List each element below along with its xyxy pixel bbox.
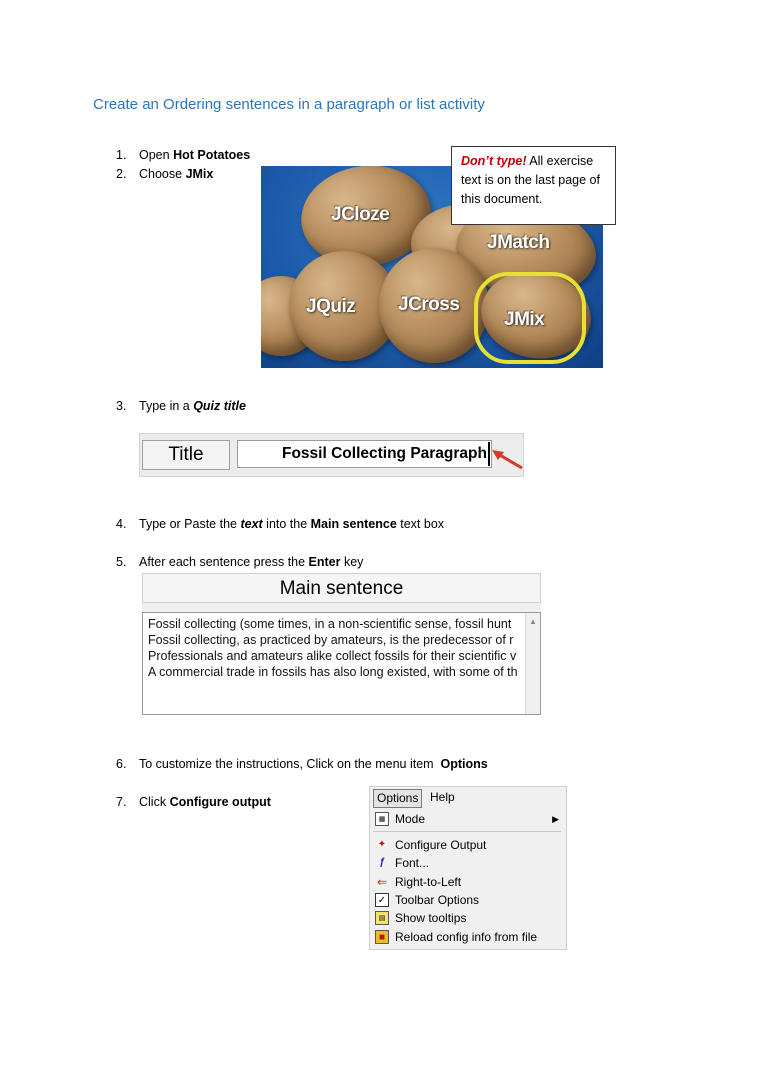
menu-item-configure-output[interactable] <box>373 836 563 854</box>
step-text: Open <box>139 148 174 162</box>
step-number: 3. <box>116 399 127 413</box>
menu-item-font[interactable] <box>373 854 563 872</box>
step-4 <box>116 517 444 531</box>
step-text: Choose <box>139 167 186 181</box>
submenu-arrow-icon: ▶ <box>552 814 559 824</box>
step-text: After each sentence press the <box>139 555 309 569</box>
step-number: 7. <box>116 795 127 809</box>
step-3 <box>116 399 246 413</box>
menu-separator <box>373 831 561 832</box>
step-text: To customize the instructions, Click on the menu item <box>139 757 441 771</box>
step-bold: Enter <box>308 555 341 569</box>
jcross-label: JCross <box>398 294 460 315</box>
dont-type-note <box>451 146 616 225</box>
step-bold: Configure output <box>169 795 271 809</box>
jmix-label: JMix <box>504 309 545 330</box>
step-bold: Hot Potatoes <box>173 148 251 162</box>
main-sentence-textarea[interactable] <box>142 612 541 715</box>
step-bold-italic: text <box>240 517 263 531</box>
step-1 <box>116 148 250 162</box>
step-5 <box>116 555 363 569</box>
mode-icon: ▦ <box>375 812 389 826</box>
page-heading: Create an Ordering sentences in a paragraph or list activity <box>93 96 485 113</box>
options-menu <box>369 786 567 950</box>
step-text-post: text box <box>396 517 445 531</box>
step-bold: Main sentence <box>310 517 397 531</box>
main-sentence-header: Main sentence <box>142 573 541 603</box>
jquiz-label: JQuiz <box>306 296 356 317</box>
tooltips-icon: ▤ <box>375 911 389 925</box>
step-text: Type in a <box>139 399 194 413</box>
title-input[interactable]: Fossil Collecting Paragraph <box>237 440 492 468</box>
menu-item-right-to-left[interactable] <box>373 873 563 891</box>
step-2 <box>116 167 213 181</box>
vertical-scrollbar[interactable] <box>525 613 540 714</box>
step-7 <box>116 795 271 809</box>
menu-item-label: Configure Output <box>395 838 487 852</box>
step-number: 2. <box>116 167 127 181</box>
menu-bar <box>370 787 566 809</box>
jcloze-label: JCloze <box>331 204 390 225</box>
red-arrow-icon <box>490 448 524 470</box>
step-number: 4. <box>116 517 127 531</box>
menu-help[interactable]: Help <box>430 790 455 804</box>
toolbar-options-icon: ✓ <box>375 893 389 907</box>
step-6 <box>116 757 488 771</box>
step-number: 5. <box>116 555 127 569</box>
note-text: All exercise text is on the last page of this document. <box>461 154 604 206</box>
menu-options[interactable]: Options <box>373 789 422 808</box>
right-to-left-icon: ⇐ <box>376 875 388 889</box>
sentence-line: Fossil collecting (some times, in a non-scientific sense, fossil hunt <box>148 617 512 631</box>
menu-item-label: Show tooltips <box>395 911 467 925</box>
menu-item-label: Mode <box>395 812 426 826</box>
step-bold-italic: Quiz title <box>193 399 246 413</box>
main-sentence-widget <box>142 573 541 715</box>
sentence-line: Fossil collecting, as practiced by amateurs, is the predecessor of r <box>148 633 514 647</box>
step-bold: Options <box>440 757 488 771</box>
step-text-mid: into the <box>262 517 311 531</box>
menu-item-show-tooltips[interactable] <box>373 909 563 927</box>
title-widget <box>139 433 524 477</box>
sentence-line: Professionals and amateurs alike collect fossils for their scientific v <box>148 649 517 663</box>
jmatch-label: JMatch <box>487 232 550 253</box>
menu-item-reload-config[interactable] <box>373 928 563 946</box>
step-number: 6. <box>116 757 127 771</box>
title-label: Title <box>142 440 230 470</box>
sentence-line: A commercial trade in fossils has also long existed, with some of th <box>148 665 518 679</box>
configure-output-icon: ✦ <box>377 839 387 850</box>
step-text-post: key <box>340 555 364 569</box>
step-text: Click <box>139 795 170 809</box>
menu-item-label: Font... <box>395 856 430 870</box>
menu-item-toolbar-options[interactable] <box>373 891 563 909</box>
menu-item-mode[interactable] <box>373 810 563 828</box>
step-number: 1. <box>116 148 127 162</box>
scroll-up-icon[interactable]: ▲ <box>529 617 537 626</box>
menu-item-label: Right-to-Left <box>395 875 462 889</box>
note-warning: Don’t type! <box>461 154 527 168</box>
step-text: Type or Paste the <box>139 517 241 531</box>
font-icon: ƒ <box>379 857 385 868</box>
menu-item-label: Toolbar Options <box>395 893 480 907</box>
step-bold: JMix <box>185 167 214 181</box>
reload-config-icon: ■ <box>375 930 389 944</box>
menu-item-label: Reload config info from file <box>395 930 538 944</box>
